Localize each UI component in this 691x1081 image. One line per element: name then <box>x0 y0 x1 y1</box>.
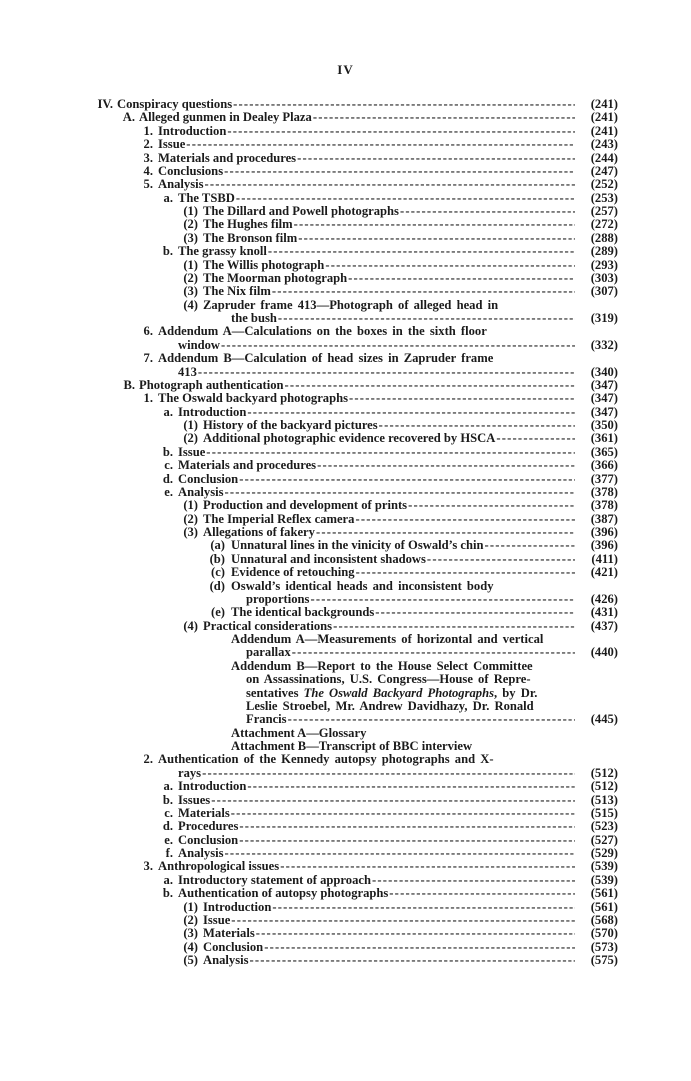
toc-entry <box>0 539 691 552</box>
toc-entry-title: Issue <box>178 445 206 459</box>
toc-entry-number: c. <box>164 458 173 473</box>
toc-entry <box>0 580 691 593</box>
toc-entry <box>0 125 691 138</box>
toc-entry <box>0 620 691 633</box>
toc-entry <box>0 727 691 740</box>
page-number: IV <box>337 62 354 77</box>
toc-entry-title: Additional photographic evidence recovered by HSCA <box>203 432 496 446</box>
toc-entry <box>0 245 691 258</box>
toc-entry <box>0 673 691 686</box>
toc-entry <box>0 820 691 833</box>
toc-entry <box>0 98 691 111</box>
toc-entry-title: Attachment B—Transcript of BBC interview <box>231 740 473 753</box>
toc-entry-number: 3. <box>143 150 153 165</box>
dot-leader <box>239 473 575 486</box>
toc-page-reference: (529) <box>590 846 618 860</box>
toc-page-reference: (523) <box>590 819 618 834</box>
toc-page-reference: (573) <box>590 939 618 954</box>
toc-entry-number: d. <box>162 471 173 486</box>
dot-leader <box>239 834 575 847</box>
toc-entry-title: the bush <box>231 312 277 325</box>
toc-entry-number: (3) <box>183 230 198 245</box>
toc-entry-title: Materials and procedures <box>178 459 317 473</box>
table-of-contents <box>0 98 691 967</box>
dot-leader <box>205 178 576 191</box>
toc-entry <box>0 299 691 312</box>
toc-entry <box>0 606 691 619</box>
toc-entry <box>0 419 691 432</box>
toc-entry-title: Practical considerations <box>203 619 333 633</box>
toc-entry-number: (b) <box>209 551 225 566</box>
dot-leader <box>198 366 575 379</box>
toc-page-reference: (252) <box>590 177 618 192</box>
toc-page-reference: (247) <box>590 163 618 178</box>
toc-entry-title: Materials <box>203 927 255 941</box>
toc-page-reference: (539) <box>590 859 618 874</box>
toc-entry-number: d. <box>162 819 173 834</box>
toc-entry <box>0 566 691 579</box>
toc-page-reference: (527) <box>590 832 618 847</box>
toc-entry <box>0 954 691 967</box>
toc-entry-title: Evidence of retouching <box>231 566 355 580</box>
dot-leader <box>247 780 575 793</box>
toc-page-reference: (561) <box>590 886 618 901</box>
toc-page-reference: (288) <box>590 230 618 245</box>
toc-entry <box>0 887 691 900</box>
toc-entry <box>0 633 691 646</box>
toc-entry-number: IV. <box>97 97 113 111</box>
toc-page-reference: (366) <box>590 458 618 473</box>
toc-entry-title: The Bronson film <box>203 231 298 245</box>
toc-page-reference: (512) <box>590 779 618 794</box>
toc-entry <box>0 860 691 873</box>
toc-entry-number: (e) <box>211 605 225 620</box>
toc-entry-title: Photograph authentication <box>139 378 284 392</box>
toc-entry <box>0 392 691 405</box>
toc-page-reference: (431) <box>590 605 618 620</box>
toc-page-reference: (387) <box>590 511 618 526</box>
toc-entry-title: The Hughes film <box>203 218 293 232</box>
dot-leader <box>225 486 576 499</box>
dot-leader <box>333 620 575 633</box>
toc-entry <box>0 446 691 459</box>
toc-entry-title: Oswald’s identical heads and inconsistent body <box>231 579 494 593</box>
toc-entry <box>0 325 691 338</box>
toc-page-reference: (350) <box>590 418 618 432</box>
toc-entry-title: Conclusions <box>158 164 224 178</box>
toc-page-reference: (241) <box>590 123 618 138</box>
toc-entry-number: B. <box>123 377 135 392</box>
toc-entry <box>0 927 691 940</box>
toc-page-reference: (426) <box>590 591 618 606</box>
toc-entry-title: Zapruder frame 413—Photograph of alleged head in <box>203 298 499 312</box>
toc-entry-title: Conclusion <box>178 472 239 486</box>
dot-leader <box>233 98 575 111</box>
toc-entry <box>0 513 691 526</box>
toc-page-reference: (257) <box>590 204 618 218</box>
toc-entry-number: A. <box>122 110 135 125</box>
toc-page-reference: (440) <box>590 645 618 660</box>
toc-entry-title: Addendum B—Calculation of head sizes in Zapruder frame <box>158 352 494 366</box>
toc-entry-number: (1) <box>183 257 198 272</box>
dot-leader <box>294 218 575 231</box>
toc-entry-title: The Willis photograph <box>203 258 325 272</box>
toc-entry <box>0 272 691 285</box>
toc-entry-title: Conclusion <box>203 940 264 954</box>
dot-leader <box>316 526 575 539</box>
toc-entry-title: Analysis <box>203 954 249 967</box>
toc-entry-title: proportions <box>246 592 310 606</box>
toc-entry <box>0 593 691 606</box>
toc-page-reference: (575) <box>590 953 618 967</box>
toc-page-reference: (378) <box>590 484 618 499</box>
toc-page-reference: (570) <box>590 926 618 941</box>
toc-page-reference: (377) <box>590 471 618 486</box>
dot-leader <box>348 272 575 285</box>
toc-entry <box>0 834 691 847</box>
toc-entry-title: Materials and procedures <box>158 151 297 165</box>
toc-entry-number: f. <box>165 846 173 860</box>
toc-entry-number: 2. <box>143 752 153 767</box>
toc-entry <box>0 660 691 673</box>
toc-entry <box>0 205 691 218</box>
toc-entry-title: Procedures <box>178 820 239 834</box>
toc-entry-title: Materials <box>178 806 230 820</box>
dot-leader <box>427 553 575 566</box>
toc-entry-number: 5. <box>143 177 153 192</box>
toc-page-reference: (340) <box>590 364 618 379</box>
toc-entry-title: Addendum A—Calculations on the boxes in the sixth floor <box>158 325 487 339</box>
toc-entry <box>0 366 691 379</box>
dot-leader <box>355 513 575 526</box>
toc-entry <box>0 259 691 272</box>
toc-entry <box>0 874 691 887</box>
toc-entry <box>0 526 691 539</box>
toc-entry-title: Conspiracy questions <box>117 98 233 111</box>
toc-entry <box>0 780 691 793</box>
toc-page-reference: (241) <box>590 97 618 111</box>
toc-entry-title: Allegations of fakery <box>203 526 315 539</box>
toc-page-reference: (568) <box>590 912 618 927</box>
toc-entry-title: Issue <box>203 913 231 927</box>
toc-entry-number: (1) <box>183 498 198 513</box>
toc-entry-number: (2) <box>183 217 198 232</box>
dot-leader <box>372 874 575 887</box>
toc-entry <box>0 847 691 860</box>
toc-entry-title: Alleged gunmen in Dealey Plaza <box>139 111 312 125</box>
toc-entry-title: Analysis <box>178 847 224 860</box>
toc-entry-number: (2) <box>183 431 198 446</box>
toc-entry-number: (3) <box>183 284 198 299</box>
toc-entry-title: Analysis <box>178 485 224 499</box>
toc-entry <box>0 312 691 325</box>
dot-leader <box>375 606 575 619</box>
toc-entry-number: (2) <box>183 511 198 526</box>
toc-entry-number: c. <box>164 805 173 820</box>
toc-entry-number: (1) <box>183 899 198 914</box>
dot-leader <box>236 192 575 205</box>
toc-entry-number: (d) <box>209 578 225 593</box>
toc-entry-title: Attachment A—Glossary <box>231 726 367 740</box>
toc-entry <box>0 432 691 445</box>
toc-entry-title: The identical backgrounds <box>231 606 375 620</box>
dot-leader <box>231 914 575 927</box>
toc-entry <box>0 807 691 820</box>
toc-entry-title: Conclusion <box>178 833 239 847</box>
toc-entry-number: (5) <box>183 953 198 967</box>
toc-entry-title: The Oswald backyard photographs <box>158 392 349 406</box>
toc-entry-title: The Dillard and Powell photographs <box>203 205 399 218</box>
toc-entry-number: (3) <box>183 926 198 941</box>
toc-entry-number: (4) <box>183 297 198 312</box>
toc-entry-title: Addendum B—Report to the House Select Committee <box>231 659 533 673</box>
toc-page-reference: (319) <box>590 311 618 325</box>
toc-entry <box>0 713 691 726</box>
toc-page-reference: (513) <box>590 792 618 807</box>
toc-entry-title: Authentication of autopsy photographs <box>178 887 389 901</box>
dot-leader <box>285 379 576 392</box>
toc-page-reference: (253) <box>590 190 618 205</box>
toc-entry-title: Analysis <box>158 178 204 192</box>
toc-page-reference: (303) <box>590 270 618 285</box>
toc-entry-title: Production and development of prints <box>203 499 408 513</box>
toc-entry-number: e. <box>164 832 173 847</box>
dot-leader <box>250 954 576 967</box>
dot-leader <box>278 312 575 325</box>
toc-page-reference: (539) <box>590 872 618 887</box>
toc-entry <box>0 687 691 700</box>
dot-leader <box>268 245 575 258</box>
toc-entry-number: 7. <box>143 351 153 366</box>
toc-page-reference: (289) <box>590 244 618 259</box>
toc-entry <box>0 700 691 713</box>
toc-entry-number: 1. <box>143 123 153 138</box>
dot-leader <box>496 432 575 445</box>
toc-entry-number: a. <box>163 872 173 887</box>
toc-entry <box>0 740 691 753</box>
toc-entry <box>0 178 691 191</box>
toc-entry-number: (1) <box>183 418 198 432</box>
dot-leader <box>313 111 575 124</box>
toc-entry <box>0 473 691 486</box>
toc-entry-title: The Imperial Reflex camera <box>203 512 355 526</box>
toc-entry <box>0 486 691 499</box>
toc-page-reference: (244) <box>590 150 618 165</box>
toc-entry <box>0 794 691 807</box>
toc-entry-title: Introduction <box>178 780 247 794</box>
toc-entry <box>0 165 691 178</box>
toc-page-reference: (347) <box>590 391 618 406</box>
toc-entry-title: window <box>178 338 220 352</box>
toc-entry <box>0 352 691 365</box>
toc-entry-title: History of the backyard pictures <box>203 419 378 432</box>
toc-entry <box>0 767 691 780</box>
toc-entry-title: Authentication of the Kennedy autopsy photographs and X- <box>158 753 494 767</box>
toc-entry-title: Issue <box>158 138 186 152</box>
toc-entry <box>0 553 691 566</box>
dot-leader <box>349 392 575 405</box>
toc-entry-number: b. <box>162 886 173 901</box>
toc-entry-title: Unnatural lines in the vinicity of Oswald’s chin <box>231 539 484 553</box>
dot-leader <box>389 887 575 900</box>
dot-leader <box>186 138 575 151</box>
dot-leader <box>400 205 575 218</box>
toc-entry-title: The Nix film <box>203 285 271 299</box>
toc-page-reference: (378) <box>590 498 618 513</box>
toc-page-reference: (361) <box>590 431 618 446</box>
toc-entry-number: a. <box>163 404 173 419</box>
toc-page-reference: (272) <box>590 217 618 232</box>
toc-page-reference: (293) <box>590 257 618 272</box>
toc-entry <box>0 232 691 245</box>
dot-leader <box>211 794 575 807</box>
toc-entry-number: 3. <box>143 859 153 874</box>
toc-entry <box>0 901 691 914</box>
toc-entry-title: The grassy knoll <box>178 245 267 259</box>
toc-entry-number: (4) <box>183 939 198 954</box>
dot-leader <box>292 646 575 659</box>
toc-entry <box>0 646 691 659</box>
toc-page-reference: (396) <box>590 525 618 539</box>
toc-entry-title: sentatives The Oswald Backyard Photographs, by Dr. <box>246 686 538 700</box>
toc-page-reference: (307) <box>590 284 618 299</box>
toc-page-reference: (512) <box>590 765 618 780</box>
toc-entry <box>0 218 691 231</box>
toc-entry-title: rays <box>178 766 202 780</box>
dot-leader <box>202 767 575 780</box>
toc-entry-title: Introduction <box>203 900 272 914</box>
toc-page-reference: (411) <box>591 551 618 566</box>
toc-entry-number: a. <box>163 779 173 794</box>
toc-entry-title: Francis <box>246 713 287 727</box>
dot-leader <box>272 901 575 914</box>
toc-entry <box>0 459 691 472</box>
toc-entry-number: b. <box>162 444 173 459</box>
toc-page-reference: (243) <box>590 137 618 152</box>
dot-leader <box>280 860 575 873</box>
toc-page-reference: (241) <box>590 110 618 125</box>
toc-entry-number: 6. <box>143 324 153 339</box>
toc-entry-title: The Moorman photograph <box>203 271 348 285</box>
toc-entry-number: (1) <box>183 204 198 218</box>
toc-entry <box>0 192 691 205</box>
dot-leader <box>325 259 575 272</box>
dot-leader <box>288 713 575 726</box>
toc-entry-title: Leslie Stroebel, Mr. Andrew Davidhazy, Dr. Ronald <box>246 699 534 713</box>
toc-entry-title: Issues <box>178 793 211 807</box>
toc-entry <box>0 152 691 165</box>
toc-entry-number: (2) <box>183 912 198 927</box>
toc-entry-number: 4. <box>143 163 153 178</box>
dot-leader <box>225 847 576 860</box>
toc-entry <box>0 379 691 392</box>
toc-page-reference: (332) <box>590 337 618 352</box>
toc-page-reference: (365) <box>590 444 618 459</box>
dot-leader <box>379 419 575 432</box>
toc-entry-number: b. <box>162 244 173 259</box>
toc-entry-title: 413 <box>178 365 197 379</box>
dot-leader <box>239 820 575 833</box>
dot-leader <box>247 406 575 419</box>
dot-leader <box>485 539 576 552</box>
toc-entry-title: Introduction <box>178 405 247 419</box>
toc-entry <box>0 339 691 352</box>
toc-page-reference: (437) <box>590 618 618 633</box>
toc-entry <box>0 138 691 151</box>
toc-entry-number: b. <box>162 792 173 807</box>
toc-page-reference: (515) <box>590 805 618 820</box>
toc-entry-title: parallax <box>246 646 291 660</box>
toc-entry-number: 2. <box>143 137 153 152</box>
toc-page-reference: (445) <box>590 712 618 727</box>
toc-entry <box>0 914 691 927</box>
toc-entry-number: 1. <box>143 391 153 406</box>
toc-entry-number: (3) <box>183 525 198 539</box>
dot-leader <box>264 941 575 954</box>
dot-leader <box>272 285 575 298</box>
dot-leader <box>227 125 575 138</box>
toc-entry-title: on Assassinations, U.S. Congress—House of Repre- <box>246 673 531 687</box>
dot-leader <box>221 339 575 352</box>
dot-leader <box>231 807 575 820</box>
dot-leader <box>256 927 575 940</box>
toc-entry <box>0 753 691 766</box>
dot-leader <box>297 152 575 165</box>
toc-entry-number: e. <box>164 484 173 499</box>
toc-entry-title: The TSBD <box>178 191 235 205</box>
toc-page-reference: (396) <box>590 538 618 553</box>
toc-entry-title: Introduction <box>158 124 227 138</box>
dot-leader <box>224 165 575 178</box>
toc-entry-title: Introductory statement of approach <box>178 873 371 887</box>
toc-page-reference: (347) <box>590 404 618 419</box>
dot-leader <box>408 499 575 512</box>
toc-entry-number: (4) <box>183 618 198 633</box>
toc-entry-number: (c) <box>211 565 225 580</box>
toc-entry <box>0 406 691 419</box>
toc-entry <box>0 941 691 954</box>
dot-leader <box>206 446 575 459</box>
toc-entry <box>0 285 691 298</box>
toc-entry-title: Anthropological issues <box>158 860 280 874</box>
toc-page-reference: (347) <box>590 377 618 392</box>
dot-leader <box>356 566 575 579</box>
toc-entry-number: (2) <box>183 270 198 285</box>
toc-page-reference: (421) <box>590 565 618 580</box>
dot-leader <box>298 232 575 245</box>
toc-entry <box>0 111 691 124</box>
toc-entry-title: Addendum A—Measurements of horizontal and vertical <box>231 633 544 646</box>
toc-entry <box>0 499 691 512</box>
dot-leader <box>310 593 575 606</box>
toc-entry-title: Unnatural and inconsistent shadows <box>231 552 426 566</box>
toc-entry-number: (a) <box>210 538 225 553</box>
toc-page-reference: (561) <box>590 899 618 914</box>
toc-entry-number: a. <box>163 190 173 205</box>
dot-leader <box>317 459 575 472</box>
